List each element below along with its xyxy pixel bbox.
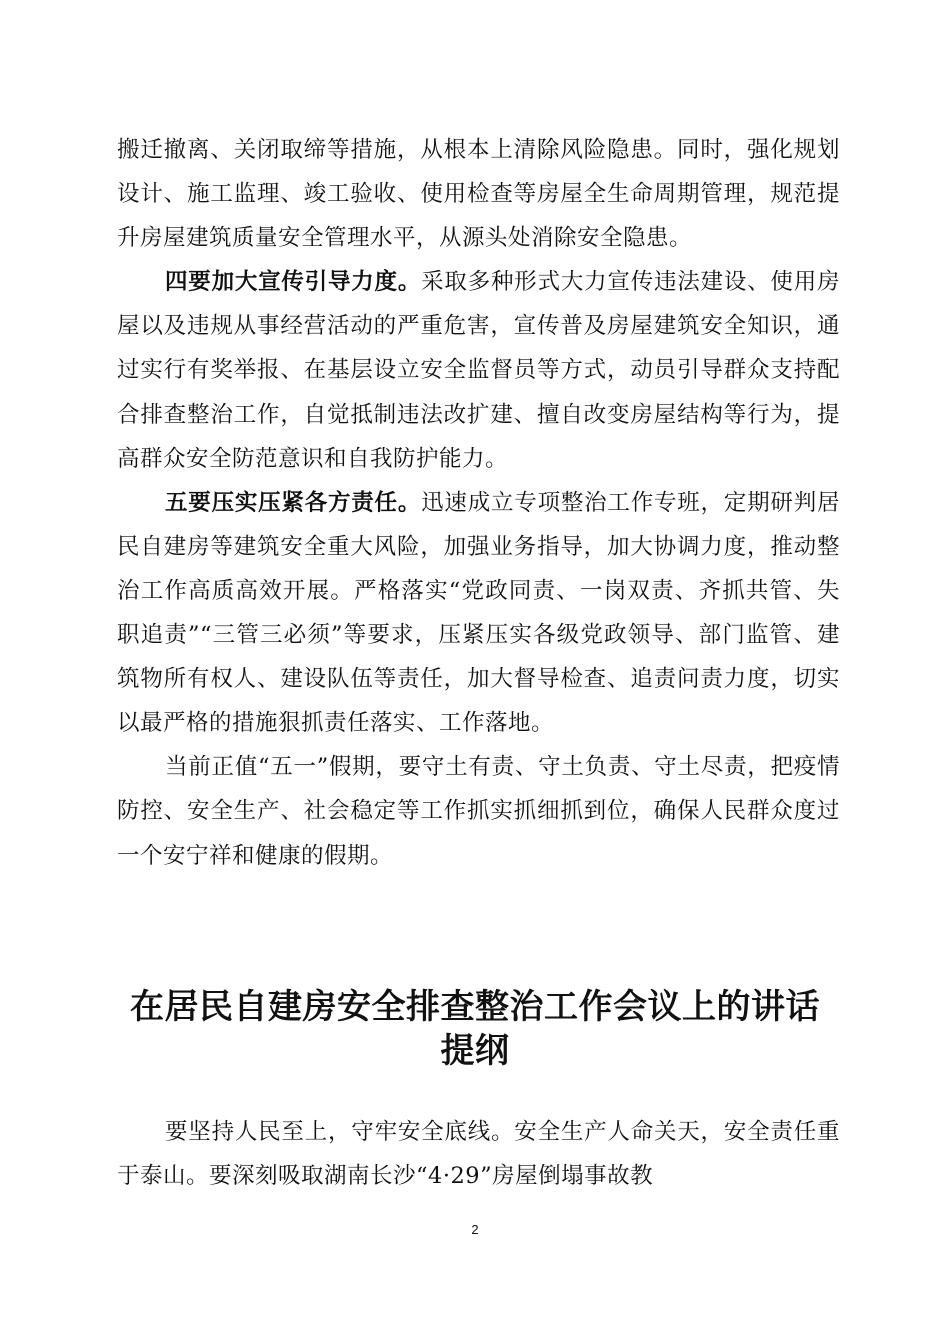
paragraph-closing: [117, 745, 840, 877]
document-title: [110, 985, 840, 1073]
paragraph-text: 要坚持人民至上，守牢安全底线。安全生产人命关天，安全责任重于泰山。要深刻吸取湖南长沙“4·29”房屋倒塌事故教: [117, 1119, 840, 1190]
paragraph-opening: [117, 1110, 840, 1198]
paragraph-continuation: [117, 128, 840, 260]
body-section-bottom: [117, 1110, 840, 1198]
paragraph-point-four: [117, 260, 840, 480]
paragraph-text: 当前正值“五一”假期，要守土有责、守土负责、守土尽责，把疫情防控、安全生产、社会稳定等工作抓实抓细抓到位，确保人民群众度过一个安宁祥和健康的假期。: [117, 754, 840, 869]
paragraph-lead: 四要加大宣传引导力度。: [165, 269, 422, 296]
document-title-line-1: 在居民自建房安全排查整治工作会议上的讲话: [130, 987, 820, 1027]
paragraph-text: 采取多种形式大力宣传违法建设、使用房屋以及违规从事经营活动的严重危害，宣传普及房屋建筑安全知识，通过实行有奖举报、在基层设立安全监督员等方式，动员引导群众支持配合排查整治工作，自觉抵制违法改扩建、擅自改变房屋结构等行为，提高群众安全防范意识和自我防护能力。: [117, 269, 840, 472]
document-title-line-2: 提纲: [440, 1031, 510, 1071]
paragraph-point-five: [117, 481, 840, 746]
paragraph-lead: 五要压实压紧各方责任。: [165, 489, 422, 516]
body-section-top: [117, 128, 840, 878]
page-number: 2: [471, 1222, 479, 1237]
paragraph-text: 搬迁撤离、关闭取缔等措施，从根本上清除风险隐患。同时，强化规划设计、施工监理、竣工验收、使用检查等房屋全生命周期管理，规范提升房屋建筑质量安全管理水平，从源头处消除安全隐患。: [117, 137, 840, 252]
paragraph-text: 迅速成立专项整治工作专班，定期研判居民自建房等建筑安全重大风险，加强业务指导，加大协调力度，推动整治工作高质高效开展。严格落实“党政同责、一岗双责、齐抓共管、失职追责”“三管三必须”等要求，压紧压实各级党政领导、部门监管、建筑物所有权人、建设队伍等责任，加大督导检查、追责问责力度，切实以最严格的措施狠抓责任落实、工作落地。: [117, 489, 840, 737]
